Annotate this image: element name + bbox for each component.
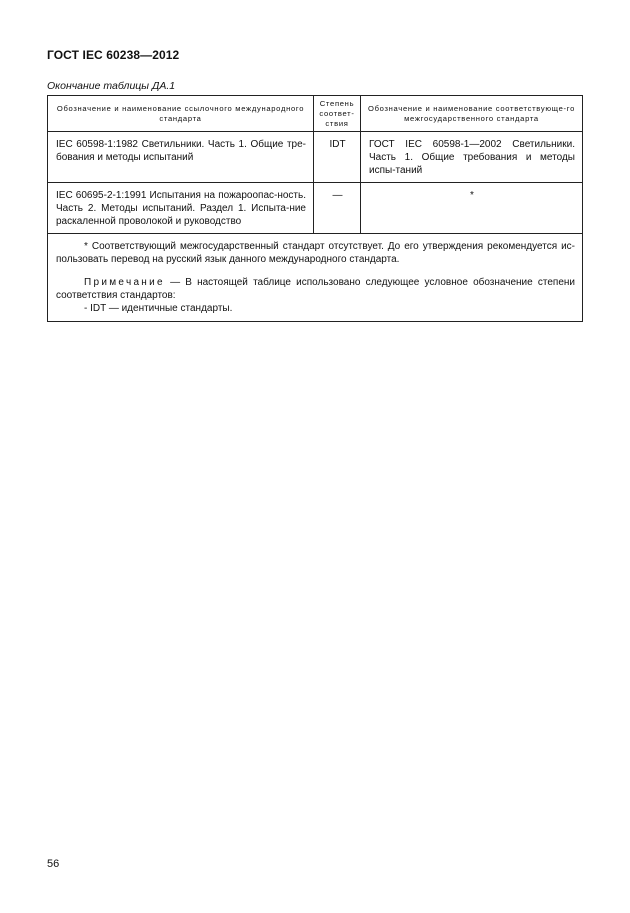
correspondence-table-container: [47, 95, 582, 312]
table-notes-row: [48, 234, 583, 322]
cell-international-standard: IEC 60695-2-1:1991 Испытания на пожароопас-ность. Часть 2. Методы испытаний. Раздел 1. Испыта-ние раскаленной проволокой и руководство: [48, 183, 314, 234]
note-paragraph: [56, 276, 575, 302]
note-label: Примечание: [84, 277, 165, 288]
cell-international-standard: IEC 60598-1:1982 Светильники. Часть 1. Общие тре-бования и методы испытаний: [48, 132, 314, 183]
cell-interstate-standard: *: [361, 183, 583, 234]
document-header: ГОСТ IEC 60238—2012: [47, 48, 180, 62]
table-caption: Окончание таблицы ДА.1: [47, 80, 176, 92]
footnote: * Соответствующий межгосударственный стандарт отсутствует. До его утверждения рекомендуется ис-пользовать перевод на русский язык данного международного стандарта.: [56, 241, 575, 265]
note-list-item: - IDT — идентичные стандарты.: [84, 303, 233, 314]
cell-degree: —: [314, 183, 361, 234]
notes-cell: [48, 234, 583, 322]
table-row: [48, 132, 583, 183]
cell-degree: IDT: [314, 132, 361, 183]
note-text: — В настоящей таблице использовано следующее условное обозначение степени соответствия стандартов:: [56, 277, 575, 301]
correspondence-table: [47, 95, 583, 322]
cell-interstate-standard: ГОСТ IEC 60598-1—2002 Светильники. Часть 1. Общие требования и методы испы-таний: [361, 132, 583, 183]
header-interstate-standard: Обозначение и наименование соответствующе-го межгосударственного стандарта: [361, 96, 583, 132]
header-international-standard: Обозначение и наименование ссылочного международного стандарта: [48, 96, 314, 132]
table-row: [48, 183, 583, 234]
page-number: 56: [47, 858, 60, 870]
table-header-row: [48, 96, 583, 132]
header-degree-of-compliance: Степень соответ-ствия: [314, 96, 361, 132]
